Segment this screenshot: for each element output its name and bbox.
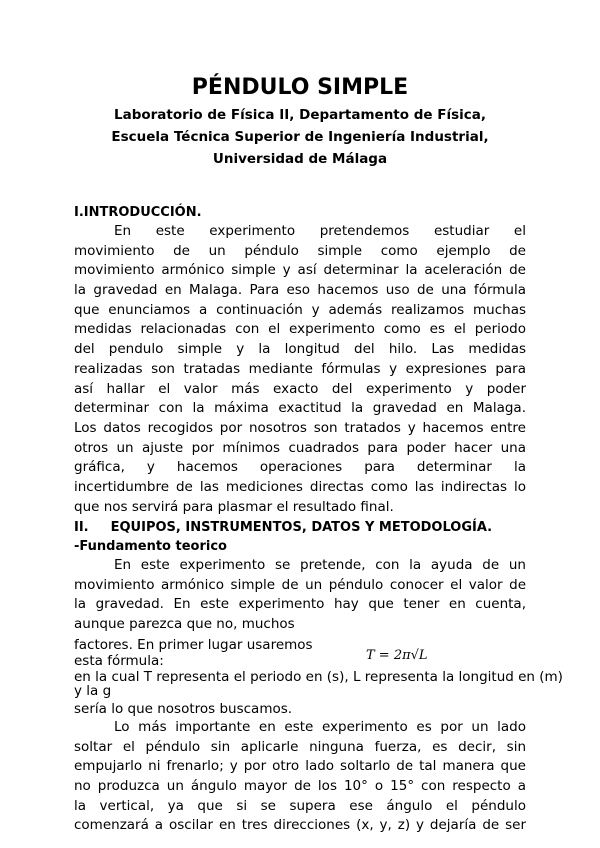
section-title: EQUIPOS, INSTRUMENTOS, DATOS Y METODOLOGÍA. (110, 520, 493, 535)
section-number: II. (74, 520, 89, 535)
subheading-fundamento: -Fundamento teorico (74, 539, 227, 554)
paragraph-line: En este experimento se pretende, con la ayuda de un (114, 557, 526, 573)
paragraph-line: movimiento armónico simple y así determinar la aceleración de (74, 262, 526, 279)
section-heading-equipos (74, 519, 492, 537)
paragraph-line: Los datos recogidos por nosotros son tratados y hacemos entre (74, 419, 526, 436)
period-formula: T = 2π√L (366, 648, 428, 663)
cual-line-continued: y la g (74, 683, 112, 699)
paragraph-line: así hallar el valor más exacto del experimento y poder (74, 380, 526, 397)
paragraph-line: realizadas son tratadas mediante fórmulas y expresiones para (74, 360, 526, 377)
factores-line: factores. En primer lugar usaremos (74, 637, 313, 653)
affiliation-block (0, 104, 600, 170)
paragraph-line: movimiento de un péndulo simple como ejemplo de (74, 242, 526, 259)
importante-paragraph (74, 718, 526, 836)
paragraph-line: la gravedad. En este experimento hay que tener en cuenta, (74, 596, 526, 613)
intro-paragraph (74, 222, 526, 517)
affiliation-line: Escuela Técnica Superior de Ingeniería Industrial, (111, 129, 489, 145)
paragraph-line: Lo más importante en este experimento es por un lado (114, 719, 526, 735)
paragraph-line: medidas relacionadas con el experimento como es el periodo (74, 321, 526, 338)
document-title: PÉNDULO SIMPLE (191, 75, 409, 100)
paragraph-line: la vertical, ya que si se supera ese ángulo el péndulo (74, 797, 526, 814)
cual-line: en la cual T representa el periodo en (s), L representa la longitud en (m) (74, 669, 563, 685)
affiliation-line: Universidad de Málaga (212, 151, 388, 167)
buscamos-line: sería lo que nosotros buscamos. (74, 701, 293, 717)
paragraph-line: que enunciamos a continuación y además realizamos muchas (74, 301, 526, 318)
formula-intro-line: esta fórmula: (74, 653, 164, 669)
paragraph-line: empujarlo ni frenarlo; y por otro lado soltarlo de tal manera que (74, 758, 526, 775)
paragraph-line: determinar con la máxima exactitud la gravedad en Malaga. (74, 400, 526, 417)
affiliation-line: Laboratorio de Física II, Departamento de Física, (113, 107, 486, 123)
paragraph-line: aunque parezca que no, muchos (74, 616, 295, 633)
fundamento-paragraph (74, 556, 526, 635)
paragraph-line: otros un ajuste por mínimos cuadrados para poder hacer una (74, 439, 526, 456)
paragraph-line: soltar el péndulo sin aplicarle ninguna fuerza, es decir, sin (74, 738, 526, 755)
paragraph-line: que nos servirá para plasmar el resultado final. (74, 498, 394, 515)
paragraph-line: movimiento armónico simple de un péndulo conocer el valor de (74, 576, 526, 593)
section-heading-introduccion: I.INTRODUCCIÓN. (74, 205, 202, 220)
paragraph-line: la gravedad en Malaga. Para eso hacemos uso de una fórmula (74, 282, 526, 299)
paragraph-line: comenzará a oscilar en tres direcciones (x, y, z) y dejaría de ser (74, 817, 526, 834)
paragraph-line: En este experimento pretendemos estudiar el (114, 223, 526, 239)
paragraph-line: no produzca un ángulo mayor de los 10° o 15° con respecto a (74, 778, 526, 795)
paragraph-line: gráfica, y hacemos operaciones para determinar la (74, 459, 526, 476)
paragraph-line: del pendulo simple y la longitud del hilo. Las medidas (74, 341, 526, 358)
paragraph-line: incertidumbre de las mediciones directas como las indirectas lo (74, 478, 526, 495)
